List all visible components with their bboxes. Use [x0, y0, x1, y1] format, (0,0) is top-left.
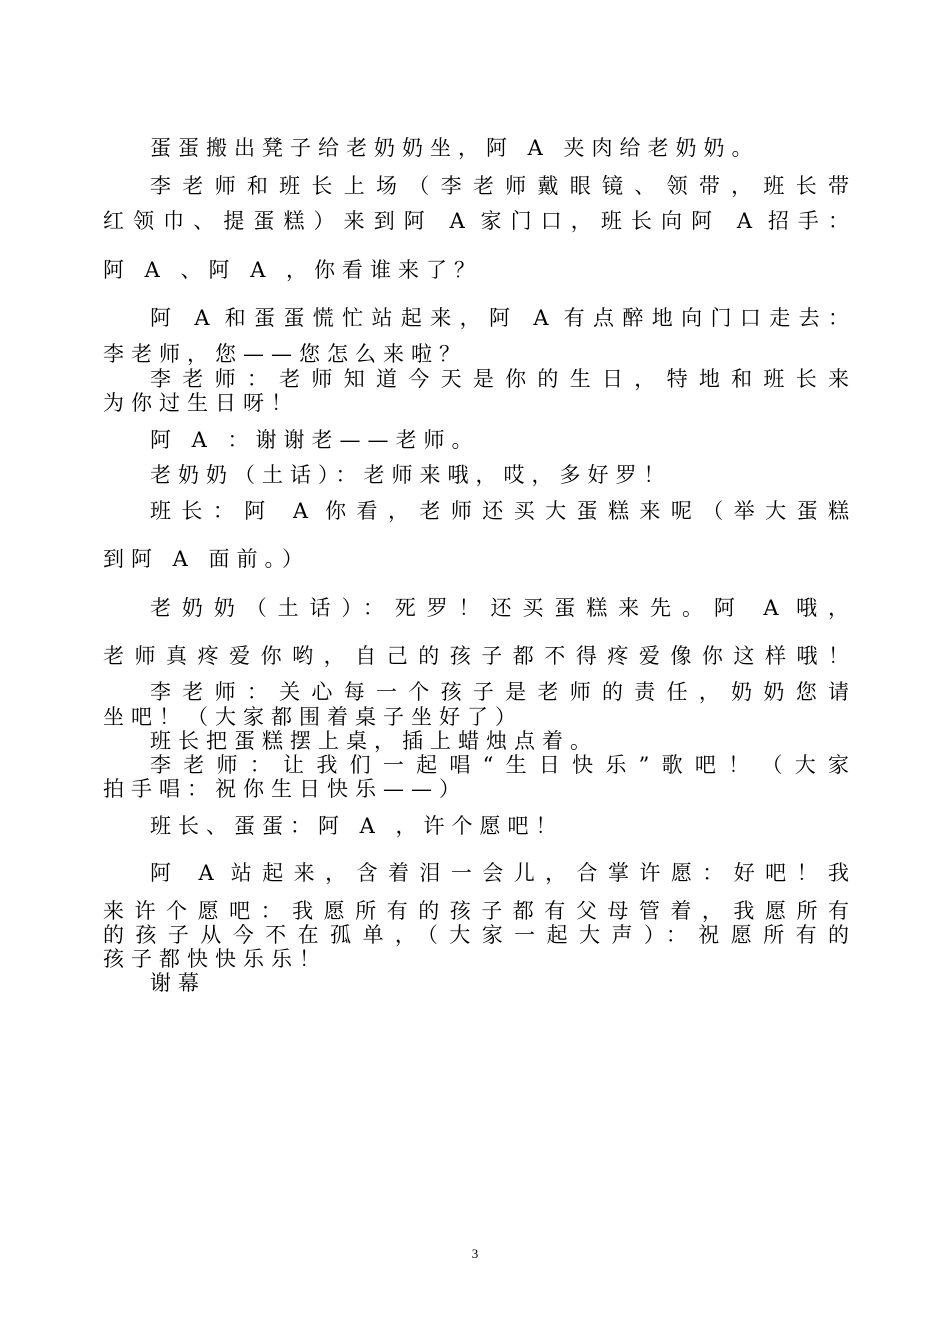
- text-line: 班长把蛋糕摆上桌，插上蜡烛点着。: [150, 729, 598, 753]
- text-line: 班长：阿 A 你看，老师还买大蛋糕来呢（举大蛋糕: [150, 499, 849, 523]
- text-line: 阿 A 、阿 A ，你看谁来了？: [103, 258, 483, 282]
- text-line: 孩子都快快乐乐！: [103, 947, 327, 971]
- text-line: 李老师，您——您怎么来啦？: [103, 342, 467, 366]
- text-line: 老师真疼爱你哟，自己的孩子都不得疼爱像你这样哦！: [103, 644, 849, 668]
- text-line: 坐吧！（大家都围着桌子坐好了）: [103, 705, 523, 729]
- text-line: 拍手唱：祝你生日快乐——）: [103, 777, 467, 801]
- text-line: 李老师：关心每一个孩子是老师的责任，奶奶您请: [150, 680, 849, 704]
- text-line: 来许个愿吧：我愿所有的孩子都有父母管着，我愿所有: [103, 899, 849, 923]
- text-line: 谢幕: [150, 971, 206, 995]
- text-line: 的孩子从今不在孤单，（大家一起大声）：祝愿所有的: [103, 923, 849, 947]
- text-line: 到阿 A 面前。）: [103, 547, 311, 571]
- text-line: 红领巾、提蛋糕）来到阿 A 家门口，班长向阿 A 招手：: [103, 209, 849, 233]
- text-line: 阿 A 和蛋蛋慌忙站起来，阿 A 有点醉地向门口走去：: [150, 306, 849, 330]
- text-line: 李老师：老师知道今天是你的生日，特地和班长来: [150, 367, 849, 391]
- text-line: 李老师和班长上场（李老师戴眼镜、领带，班长带: [150, 174, 849, 198]
- text-line: 李老师：让我们一起唱“生日快乐”歌吧！（大家: [150, 753, 849, 777]
- text-line: 老奶奶（土话）：死罗！还买蛋糕来先。阿 A 哦，: [150, 596, 849, 620]
- text-line: 老奶奶（土话）：老师来哦，哎，多好罗！: [150, 463, 672, 487]
- text-line: 班长、蛋蛋：阿 A ，许个愿吧！: [150, 814, 564, 838]
- text-line: 为你过生日呀！: [103, 391, 299, 415]
- text-line: 蛋蛋搬出凳子给老奶奶坐，阿 A 夹肉给老奶奶。: [150, 136, 760, 160]
- text-line: 阿 A 站起来，含着泪一会儿，合掌许愿：好吧！我: [150, 861, 849, 885]
- text-line: 阿 A ：谢谢老——老师。: [150, 428, 480, 452]
- page-number: 3: [471, 1246, 479, 1261]
